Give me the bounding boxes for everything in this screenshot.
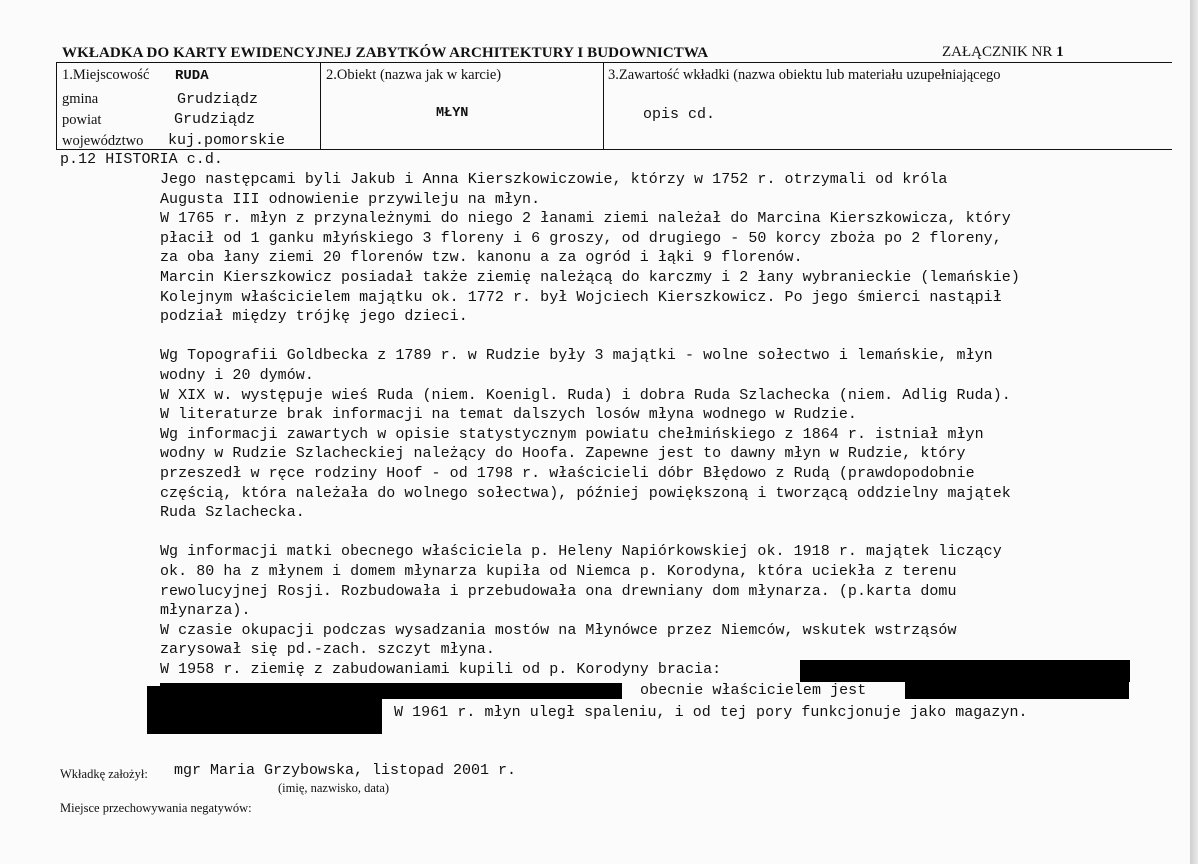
box-bottom-rule: [56, 149, 1172, 150]
history-line: wodny w Rudzie Szlacheckiej należący do Hoofa. Zapewne jest to dawny młyn w Rudzie, który: [160, 445, 966, 463]
history-line: W 1765 r. młyn z przynależnymi do niego 2 łanami ziemi należał do Marcina Kierszkowicza, który: [160, 210, 1011, 228]
redacted-block: [905, 681, 1129, 699]
box-divider-1: [320, 62, 321, 150]
history-line: młynarza).: [160, 602, 251, 620]
history-line: Jego następcami byli Jakub i Anna Kierszkowiczowie, którzy w 1752 r. otrzymali od króla: [160, 171, 948, 188]
annex-label: ZAŁĄCZNIK NR: [942, 44, 1053, 60]
history-line: Wg informacji matki obecnego właściciela p. Heleny Napiórkowskiej ok. 1918 r. majątek liczący: [160, 543, 1002, 561]
gmina-label: gmina: [62, 91, 99, 107]
owner-now-text: obecnie właścicielem jest: [640, 682, 867, 699]
history-line: przeszedł w ręce rodziny Hoof - od 1798 r. właścicieli dóbr Błędowo z Rudą (prawdopodobnie: [160, 465, 975, 482]
history-line: ok. 80 ha z młynem i domem młynarza kupiła od Niemca p. Korodyna, która uciekła z terenu: [160, 563, 957, 580]
history-line: Augusta III odnowienie przywileju na młyn.: [160, 190, 541, 208]
author-label: Wkładkę założył:: [60, 767, 148, 781]
author-hint: (imię, nazwisko, data): [278, 781, 390, 795]
history-line: zarysował się pd.-zach. szczyt młyna.: [160, 641, 495, 659]
powiat-label: powiat: [62, 112, 102, 128]
locality-label: 1.Miejscowość: [62, 67, 150, 83]
history-line: płacił od 1 ganku młyńskiego 3 floreny i 6 groszy, od drugiego - 50 korcy zboża po 2 floreny,: [160, 229, 1002, 247]
object-label: 2.Obiekt (nazwa jak w karcie): [326, 67, 502, 83]
box-top-rule: [56, 62, 1172, 63]
content-value: opis cd.: [643, 106, 716, 123]
gmina-value: Grudziądz: [177, 91, 259, 108]
card-title: WKŁADKA DO KARTY EWIDENCYJNEJ ZABYTKÓW ARCHITEKTURY I BUDOWNICTWA: [62, 45, 709, 61]
wojewodztwo-label: województwo: [62, 133, 144, 149]
powiat-value: Grudziądz: [174, 111, 256, 128]
history-line: W 1958 r. ziemię z zabudowaniami kupili od p. Korodyny bracia:: [160, 661, 722, 678]
wojewodztwo-value: kuj.pomorskie: [168, 132, 286, 149]
annex-label-group: [942, 44, 1064, 61]
history-line: Kolejnym właścicielem majątku ok. 1772 r. był Wojciech Kierszkowicz. Po jego śmierci nastąpił: [160, 288, 1002, 306]
history-line: Marcin Kierszkowicz posiadał także ziemię należącą do karczmy i 2 łany wybranieckie (lemańskie): [160, 269, 1020, 286]
section-heading: p.12 HISTORIA c.d.: [60, 151, 223, 168]
locality-value: RUDA: [175, 68, 209, 84]
history-line: podział między trójkę jego dzieci.: [160, 308, 468, 326]
author-value: mgr Maria Grzybowska, listopad 2001 r.: [174, 762, 517, 779]
negatives-label: Miejsce przechowywania negatywów:: [60, 801, 252, 815]
redacted-block: [147, 686, 382, 734]
box-divider-2: [603, 62, 604, 150]
history-line: wodny i 20 dymów.: [160, 367, 314, 384]
redacted-block: [800, 660, 1130, 682]
box-left-rule: [56, 62, 57, 150]
fire-text: W 1961 r. młyn uległ spaleniu, i od tej pory funkcjonuje jako magazyn.: [394, 704, 1028, 721]
content-label: 3.Zawartość wkładki (nazwa obiektu lub materiału uzupełniającego: [608, 67, 1001, 83]
history-line: Wg Topografii Goldbecka z 1789 r. w Rudzie były 3 majątki - wolne sołectwo i lemańskie, młyn: [160, 347, 993, 365]
history-line: W literaturze brak informacji na temat dalszych losów młyna wodnego w Rudzie.: [160, 406, 857, 424]
object-value: MŁYN: [436, 106, 469, 121]
scan-edge: [1190, 0, 1198, 864]
history-line: Wg informacji zawartych w opisie statystycznym powiatu chełmińskiego z 1864 r. istniał młyn: [160, 425, 984, 443]
history-line: częścią, która należała do wolnego sołectwa), później powiększoną i tworzącą oddzielny majątek: [160, 484, 1011, 502]
history-line: Ruda Szlachecka.: [160, 504, 305, 522]
history-line: W XIX w. występuje wieś Ruda (niem. Koenigl. Ruda) i dobra Ruda Szlachecka (niem. Adlig Ruda).: [160, 386, 1011, 404]
history-line: W czasie okupacji podczas wysadzania mostów na Młynówce przez Niemców, wskutek wstrząsów: [160, 621, 957, 639]
annex-number: 1: [1056, 44, 1064, 60]
history-line: za oba łany ziemi 20 florenów tzw. kanonu a za ogród i łąki 9 florenów.: [160, 249, 803, 267]
history-line: rewolucyjnej Rosji. Rozbudowała i przebudowała ona drewniany dom młynarza. (p.karta domu: [160, 582, 957, 600]
